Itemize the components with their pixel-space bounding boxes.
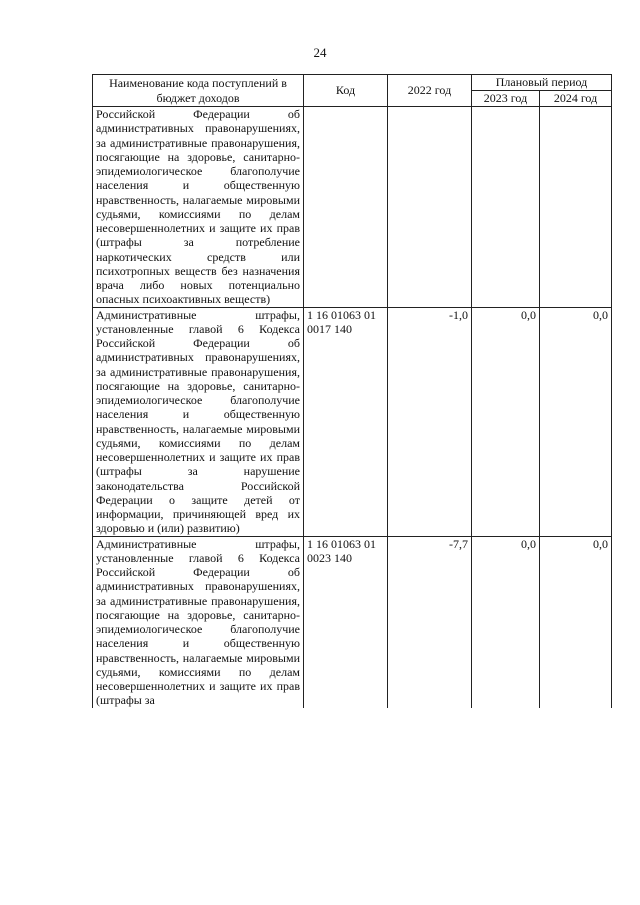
header-name: Наименование кода поступлений в бюджет доходов xyxy=(93,75,304,107)
row-2024 xyxy=(540,107,612,308)
row-code: 1 16 01063 01 0017 140 xyxy=(304,307,388,536)
table-row xyxy=(93,107,612,308)
row-2023: 0,0 xyxy=(472,307,540,536)
header-2023: 2023 год xyxy=(472,91,540,107)
row-2023 xyxy=(472,107,540,308)
header-2024: 2024 год xyxy=(540,91,612,107)
header-planned-period: Плановый период xyxy=(472,75,612,91)
table-row xyxy=(93,307,612,536)
page-number: 24 xyxy=(313,45,327,60)
revenue-table xyxy=(92,74,612,708)
row-code xyxy=(304,107,388,308)
header-2022: 2022 год xyxy=(388,75,472,107)
row-2022: -7,7 xyxy=(388,536,472,708)
table-row xyxy=(93,536,612,708)
row-name: Российской Федерации об административных правонарушениях, за административные правонарушения, посягающие на здоровье, санитарно-эпидемиологическое благополучие населения и общественную нравственность, налагаемые мировыми судьями, комиссиями по делам несовершеннолетних и защите их прав (штрафы за потребление наркотических средств или психотропных веществ без назначения врача либо новых потенциально опасных психоактивных веществ) xyxy=(93,107,304,308)
row-name: Административные штрафы, установленные главой 6 Кодекса Российской Федерации об административных правонарушениях, за административные правонарушения, посягающие на здоровье, санитарно-эпидемиологическое благополучие населения и общественную нравственность, налагаемые мировыми судьями, комиссиями по делам несовершеннолетних и защите их прав (штрафы за нарушение законодательства Российской Федерации о защите детей от информации, причиняющей вред их здоровью и (или) развитию) xyxy=(93,307,304,536)
header-code: Код xyxy=(304,75,388,107)
row-2024: 0,0 xyxy=(540,307,612,536)
row-2023: 0,0 xyxy=(472,536,540,708)
row-code: 1 16 01063 01 0023 140 xyxy=(304,536,388,708)
row-name: Административные штрафы, установленные главой 6 Кодекса Российской Федерации об административных правонарушениях, за административные правонарушения, посягающие на здоровье, санитарно-эпидемиологическое благополучие населения и общественную нравственность, налагаемые мировыми судьями, комиссиями по делам несовершеннолетних и защите их прав (штрафы за xyxy=(93,536,304,708)
row-2022 xyxy=(388,107,472,308)
row-2024: 0,0 xyxy=(540,536,612,708)
row-2022: -1,0 xyxy=(388,307,472,536)
header-row xyxy=(93,75,612,91)
